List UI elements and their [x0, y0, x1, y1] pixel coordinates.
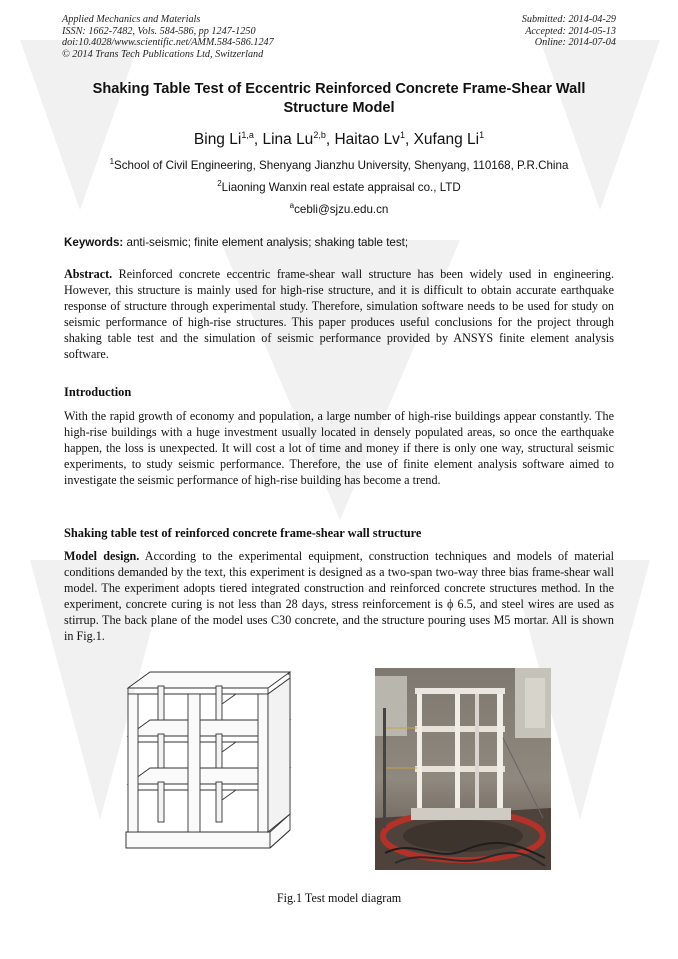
- dates-header: [522, 14, 616, 49]
- introduction-heading: Introduction: [64, 385, 132, 399]
- journal-name: Applied Mechanics and Materials: [62, 14, 201, 25]
- author-email: $^a$cebli@sjzu.edu.cn: [289, 201, 389, 216]
- section-heading: Shaking table test of reinforced concrete frame-shear wall structure: [64, 526, 422, 540]
- author-name: Bing Li: [193, 131, 242, 149]
- model-design-text: Model design. According to the experimental equipment, construction techniques and models of material conditions demanded by the text, this experiment is designed as a two-span two-way three bias frame-shear wall model. The experiment adopts tiered integrated construction and reinforced concrete structures method. In the experiment, concrete curing is not less than 28 days, stress reinforcement is ϕ 6.5, and steel wires are used as stirrup. The back plane of the model uses C30 concrete, and the structure pouring uses M5 mortar. All is shown in Fig.1.: [64, 549, 614, 643]
- author-name: Lina Lu: [262, 131, 314, 149]
- issn-line: ISSN: 1662-7482, Vols. 584-586, pp 1247-1250: [62, 25, 256, 37]
- affiliation-1: $^1$School of Civil Engineering, Shenyang Jianzhu University, Shenyang, 110168, P.R.China: [109, 157, 569, 172]
- online-date: Online: 2014-07-04: [534, 37, 616, 49]
- affiliation-2: $^2$Liaoning Wanxin real estate appraisal co., LTD: [217, 179, 461, 194]
- author-name: Haitao Lv: [334, 131, 400, 149]
- introduction-text: With the rapid growth of economy and population, a large number of high-rise buildings appear constantly. The high-rise buildings with a huge investment usually located in densely populated areas, so once the earthquake happen, the loss is unexpected. It will cost a lot of time and money if there is only one way, structural seismic experiments, to study seismic performance. Therefore, the use of finite element analysis software aimed to investigate the seismic performance of high-rise building has become a trend.: [64, 409, 614, 487]
- accepted-date: Accepted: 2014-05-13: [525, 25, 616, 37]
- submitted-date: Submitted: 2014-04-29: [521, 14, 616, 25]
- author-list: Bing Li$^{1,a}$, Lina Lu$^{2,b}$, Haitao Lv$^1$, Xufang Li$^1$: [193, 130, 485, 149]
- test-model-photo: [375, 668, 551, 870]
- figure-caption: Fig.1 Test model diagram: [276, 891, 402, 905]
- journal-header: [62, 14, 274, 60]
- keywords: Keywords: anti-seismic; finite element analysis; shaking table test;: [64, 236, 409, 249]
- abstract: Abstract. Reinforced concrete eccentric frame-shear wall structure has been widely used in engineering. However, this structure is mainly used for high-rise structure, and it is difficult to obtain accurate earthquake response of structure through experimental study. Therefore, simulation software needs to be used for study on seismic performance of high-rise structures. This paper produces useful conclusions for the project through shaking table test and the simulation of seismic performance provided by ANSYS finite element analysis software.: [64, 267, 614, 361]
- copyright-line: © 2014 Trans Tech Publications Ltd, Switzerland: [62, 48, 264, 60]
- author-name: Xufang Li: [413, 131, 480, 149]
- doi-line: doi:10.4028/www.scientific.net/AMM.584-586.1247: [62, 37, 274, 49]
- paper-title: Shaking Table Test of Eccentric Reinforced Concrete Frame-Shear Wall Structure Model: [92, 81, 586, 116]
- frame-model-drawing: [118, 664, 296, 874]
